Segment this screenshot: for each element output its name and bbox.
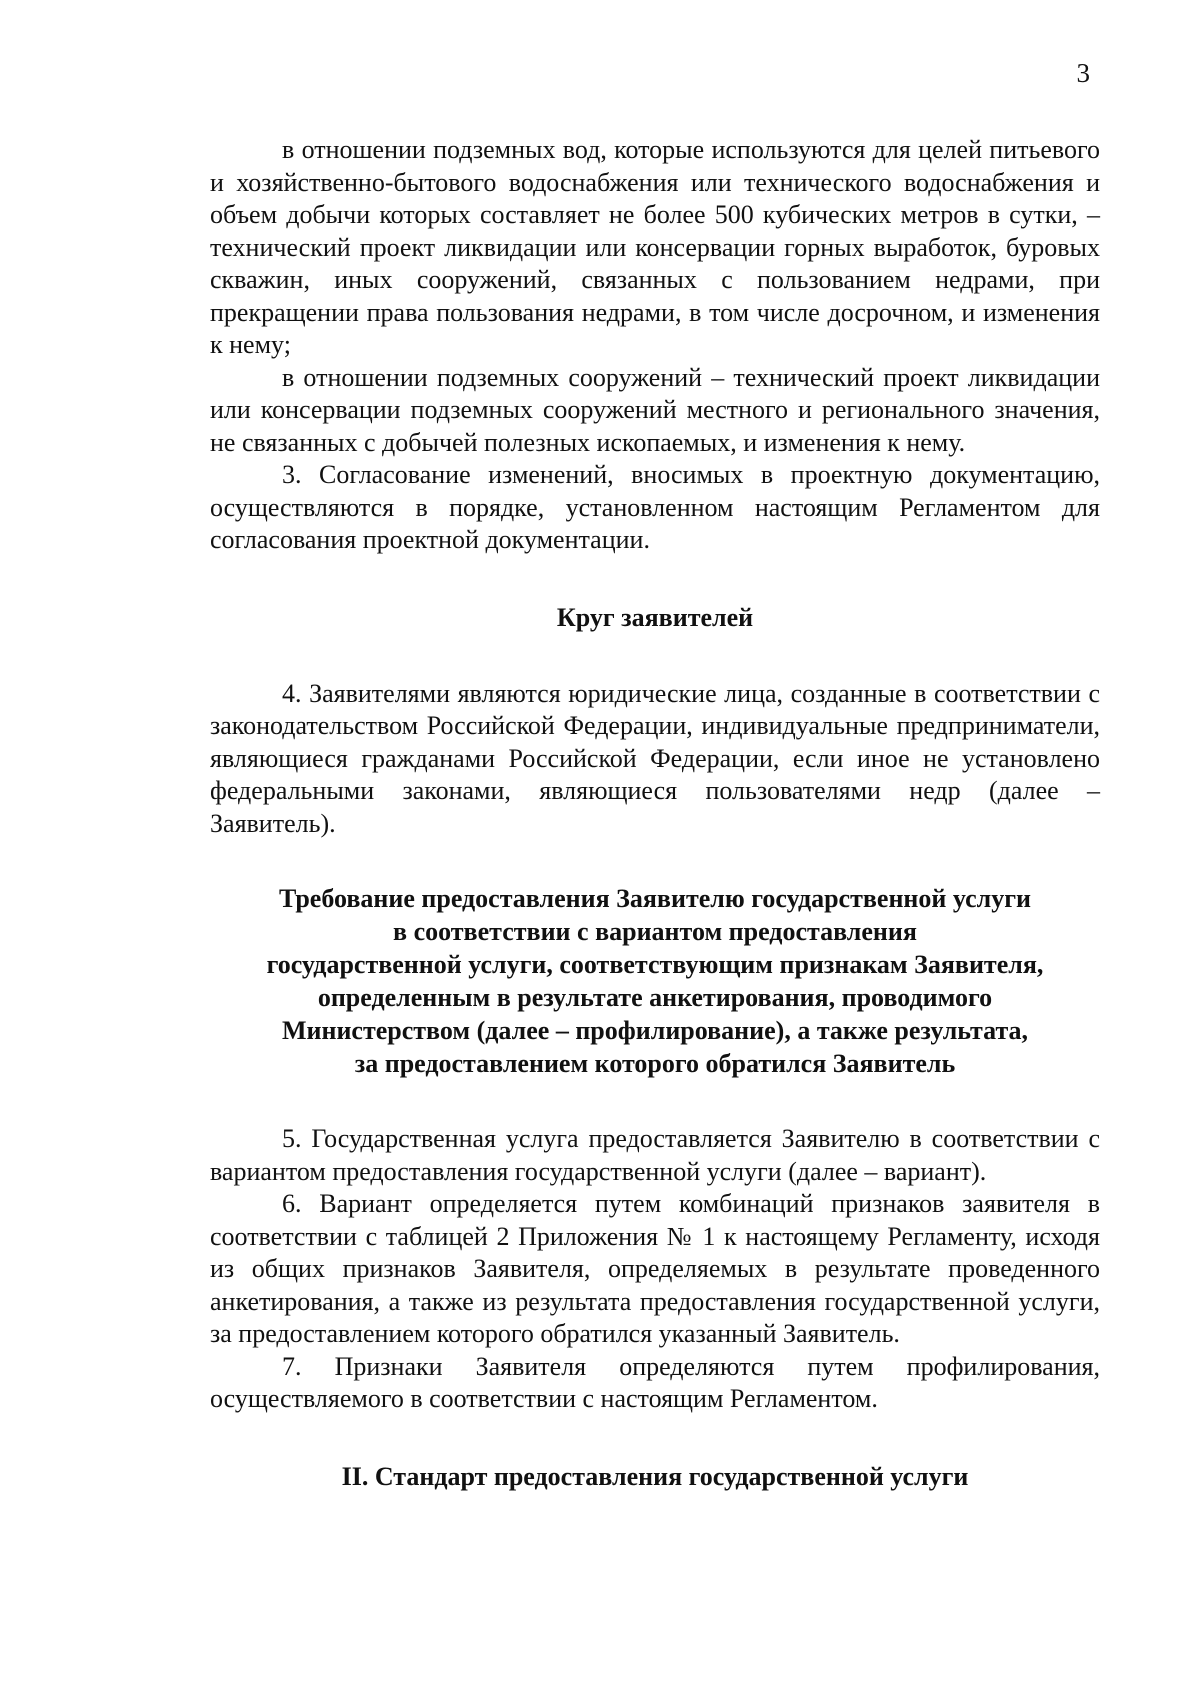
heading-requirement-line: определенным в результате анкетирования, проводимого bbox=[317, 983, 993, 1012]
paragraph-6: 6. Вариант определяется путем комбинаций признаков заявителя в соответствии с таблицей 2 Приложения № 1 к настоящему Регламенту, исходя из общих признаков Заявителя, определяемых в результате проведенного анкетирования, а также из результата предоставления государственной услуги, за предоставлением которого обратился указанный Заявитель. bbox=[210, 1189, 1100, 1348]
paragraph-groundwater: в отношении подземных вод, которые используются для целей питьевого и хозяйственно-бытового водоснабжения или технического водоснабжения и объем добычи которых составляет не более 500 кубических метров в сутки, – технический проект ликвидации или консервации горных выработок, буровых скважин, иных сооружений, связанных с пользованием недрами, при прекращении права пользования недрами, в том числе досрочном, и изменения к нему; bbox=[210, 135, 1100, 359]
document-body bbox=[210, 134, 1100, 1493]
heading-requirement-line: Требование предоставления Заявителю государственной услуги bbox=[278, 884, 1032, 913]
paragraph-5: 5. Государственная услуга предоставляется Заявителю в соответствии с вариантом предоставления государственной услуги (далее – вариант). bbox=[210, 1124, 1100, 1186]
heading-requirement bbox=[210, 882, 1100, 1080]
paragraph-3: 3. Согласование изменений, вносимых в проектную документацию, осуществляются в порядке, установленном настоящим Регламентом для согласования проектной документации. bbox=[210, 460, 1100, 554]
heading-requirement-line: Министерством (далее – профилирование), а также результата, bbox=[281, 1016, 1029, 1045]
heading-requirement-line: за предоставлением которого обратился Заявитель bbox=[354, 1049, 956, 1078]
heading-requirement-line: государственной услуги, соответствующим признакам Заявителя, bbox=[266, 950, 1044, 979]
paragraph-7: 7. Признаки Заявителя определяются путем профилирования, осуществляемого в соответствии с настоящим Регламентом. bbox=[210, 1351, 1100, 1413]
heading-section-2: II. Стандарт предоставления государственной услуги bbox=[341, 1461, 969, 1491]
paragraph-underground-structures: в отношении подземных сооружений – технический проект ликвидации или консервации подземных сооружений местного и регионального значения, не связанных с добычей полезных ископаемых, и изменения к нему. bbox=[210, 362, 1100, 457]
page-number: 3 bbox=[1076, 58, 1090, 88]
paragraph-4: 4. Заявителями являются юридические лица, созданные в соответствии с законодательством Российской Федерации, индивидуальные предприниматели, являющиеся гражданами Российской Федерации, если иное не установлено федеральными законами, являющиеся пользователями недр (далее – Заявитель). bbox=[210, 678, 1100, 838]
heading-applicants: Круг заявителей bbox=[556, 602, 754, 632]
heading-requirement-line: в соответствии с вариантом предоставления bbox=[393, 917, 917, 946]
